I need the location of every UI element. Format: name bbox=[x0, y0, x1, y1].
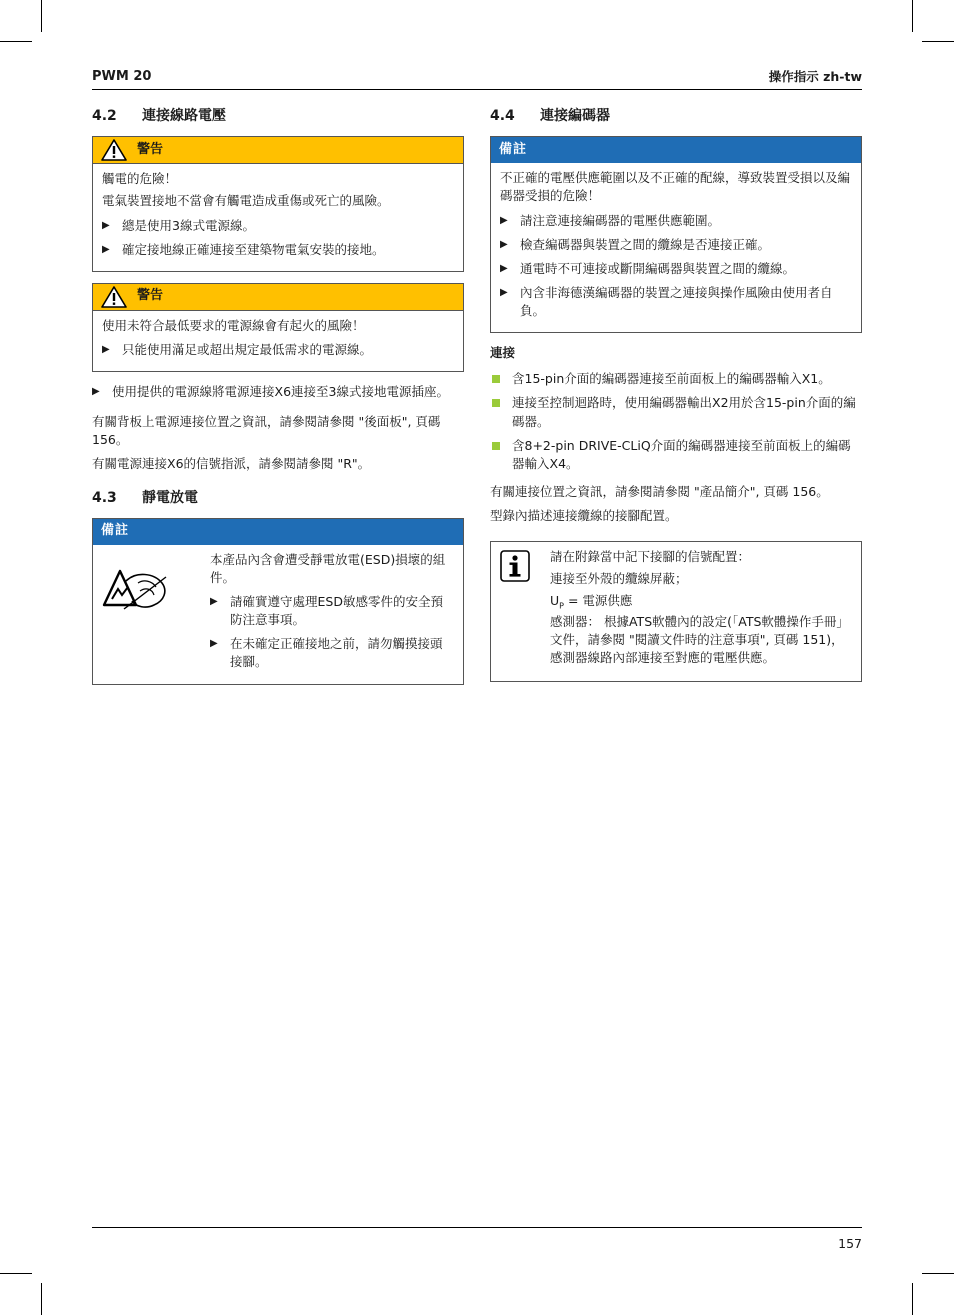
step-item: ▶ 請確實遵守處理ESD敏感零件的安全預防注意事項。 bbox=[210, 593, 454, 629]
step-item: ▶ 請注意連接編碼器的電壓供應範圍。 bbox=[500, 212, 852, 230]
bullet-square-icon bbox=[492, 375, 500, 383]
step-item: ▶ 通電時不可連接或斷開編碼器與裝置之間的纜線。 bbox=[500, 260, 852, 278]
left-column bbox=[92, 106, 464, 696]
product-name: PWM 20 bbox=[92, 69, 152, 84]
crop-mark bbox=[922, 1273, 954, 1274]
warning-title: 觸電的危險！ bbox=[102, 171, 178, 187]
step-item: ▶ 在未確定正確接地之前，請勿觸摸接頭接腳。 bbox=[210, 635, 454, 671]
step-item: ▶ 使用提供的電源線將電源連接X6連接至3線式接地電源插座。 bbox=[92, 383, 464, 401]
section-title: 操作指示 zh-tw bbox=[768, 69, 862, 84]
arrow-icon: ▶ bbox=[92, 386, 100, 398]
page-header bbox=[92, 68, 862, 88]
arrow-icon: ▶ bbox=[210, 638, 218, 650]
arrow-icon: ▶ bbox=[500, 262, 508, 274]
arrow-icon: ▶ bbox=[102, 343, 110, 355]
paragraph: 有關連接位置之資訊，請參閱請參閱 "產品簡介", 頁碼 156。 bbox=[490, 483, 829, 499]
heading-4-4: 4.4 連接編碼器 bbox=[490, 108, 610, 124]
warning-box bbox=[92, 283, 464, 372]
crop-mark bbox=[912, 1283, 913, 1315]
crop-mark bbox=[0, 41, 32, 42]
info-line: 請在附錄當中記下接腳的信號配置： bbox=[550, 549, 751, 565]
arrow-icon: ▶ bbox=[102, 243, 110, 255]
note-label: 備註 bbox=[93, 519, 463, 545]
paragraph: 型錄內描述連接纜線的接腳配置。 bbox=[490, 508, 678, 524]
warning-text: 電氣裝置接地不當會有觸電造成重傷或死亡的風險。 bbox=[102, 193, 390, 209]
list-item: 含15-pin介面的編碼器連接至前面板上的編碼器輸入X1。 bbox=[490, 370, 862, 388]
info-line: 感測器： 根據ATS軟體內的設定(「ATS軟體操作手冊」文件，請參閱 "閱讀文件時的注意事項", 頁碼 151)，感測器線路內部連接至對應的電壓供應。 bbox=[550, 613, 849, 665]
step-item: ▶ 確定接地線正確連接至建築物電氣安裝的接地。 bbox=[102, 241, 454, 259]
warning-title: 使用未符合最低要求的電源線會有起火的風險！ bbox=[102, 317, 365, 333]
list-item: 含8+2-pin DRIVE-CLiQ介面的編碼器連接至前面板上的編碼器輸入X4。 bbox=[490, 437, 862, 473]
arrow-icon: ▶ bbox=[102, 219, 110, 231]
crop-mark bbox=[41, 0, 42, 32]
heading-4-3: 4.3 靜電放電 bbox=[92, 489, 198, 506]
step-item: ▶ 總是使用3線式電源線。 bbox=[102, 217, 454, 235]
page-number: 157 bbox=[838, 1236, 862, 1251]
connect-subheading: 連接 bbox=[490, 345, 516, 361]
esd-hand-icon bbox=[102, 565, 172, 613]
arrow-icon: ▶ bbox=[500, 286, 508, 298]
warning-box bbox=[92, 136, 464, 272]
warning-label: 警告 bbox=[137, 288, 164, 304]
bullet-square-icon bbox=[492, 399, 500, 407]
arrow-icon: ▶ bbox=[500, 238, 508, 250]
info-line: $U_P$ = 電源供應 bbox=[550, 593, 633, 611]
step-item: ▶ 只能使用滿足或超出規定最低需求的電源線。 bbox=[102, 341, 454, 359]
note-text: 不正確的電壓供應範圍以及不正確的配線，導致裝置受損以及編碼器受損的危險！ bbox=[500, 170, 851, 204]
warning-triangle-icon bbox=[101, 286, 127, 308]
right-column bbox=[490, 106, 862, 693]
note-text: 本產品內含會遭受靜電放電(ESD)損壞的組件。 bbox=[210, 551, 446, 585]
paragraph: 有關電源連接X6的信號指派，請參閱請參閱 "R"。 bbox=[92, 456, 371, 472]
note-box bbox=[490, 136, 862, 333]
heading-4-2: 4.2 連接線路電壓 bbox=[92, 108, 226, 124]
note-label: 備註 bbox=[491, 137, 861, 163]
info-box bbox=[490, 541, 862, 682]
list-item: 連接至控制迴路時，使用編碼器輸出X2用於含15-pin介面的編碼器。 bbox=[490, 394, 862, 430]
crop-mark bbox=[922, 41, 954, 42]
crop-mark bbox=[912, 0, 913, 32]
crop-mark bbox=[0, 1273, 32, 1274]
bullet-square-icon bbox=[492, 442, 500, 450]
step-item: ▶ 內含非海德漢編碼器的裝置之連接與操作風險由使用者自負。 bbox=[500, 284, 852, 320]
warning-label: 警告 bbox=[137, 141, 164, 157]
footer-rule bbox=[92, 1227, 862, 1228]
header-rule bbox=[92, 89, 862, 90]
arrow-icon: ▶ bbox=[500, 214, 508, 226]
arrow-icon: ▶ bbox=[210, 596, 218, 608]
note-box bbox=[92, 518, 464, 685]
info-icon bbox=[500, 550, 530, 582]
warning-triangle-icon bbox=[101, 139, 127, 161]
crop-mark bbox=[41, 1283, 42, 1315]
paragraph: 有關背板上電源連接位置之資訊，請參閱請參閱 "後面板", 頁碼 156。 bbox=[92, 414, 441, 448]
step-item: ▶ 檢查編碼器與裝置之間的纜線是否連接正確。 bbox=[500, 236, 852, 254]
info-line: 連接至外殼的纜線屏蔽； bbox=[550, 571, 688, 587]
